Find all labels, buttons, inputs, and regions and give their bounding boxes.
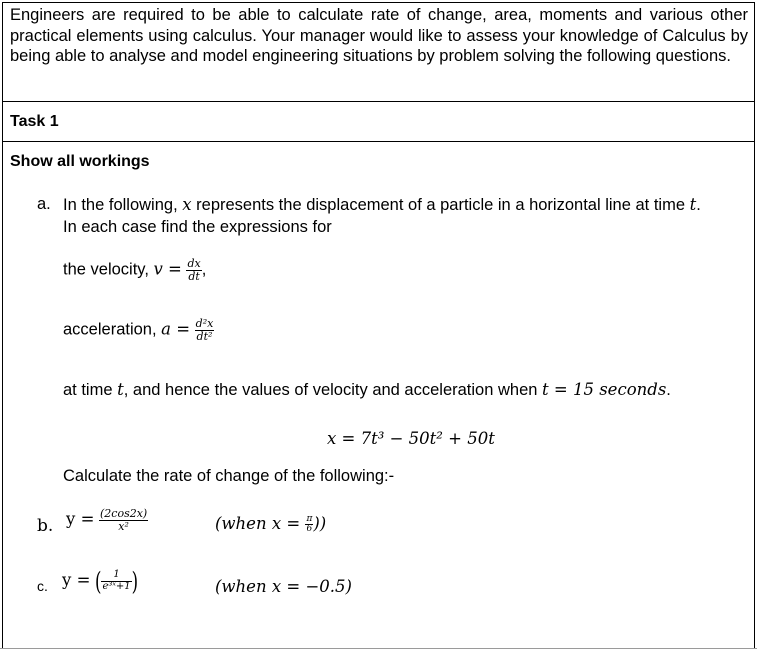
part-c-expression: y = ( $\frac{1}{\text{e³ˣ+1}}$ ) bbox=[62, 566, 139, 596]
part-c-fraction: $\frac{1}{\text{e³ˣ+1}}$ bbox=[102, 569, 131, 592]
intro-paragraph: Engineers are required to be able to calculate rate of change, area, moments and various other practical elements using calculus. Your manager would like to assess your knowledge of Calculus by being able to analyse and model engineering situations by problem solving the following questions. bbox=[10, 6, 748, 65]
part-b-fraction: $\frac{(2\cos 2x)}{\text{x²}}$ bbox=[100, 507, 148, 533]
part-b-condition: (when x = $\frac{\pi}{6}$ )) bbox=[215, 513, 327, 534]
acceleration-expression: acceleration, a = $\frac{\text{d²x}}{\text{dt²}}$ bbox=[63, 317, 214, 343]
velocity-fraction: $\frac{dx}{dt}$ bbox=[187, 257, 201, 283]
task-heading: Task 1 bbox=[10, 113, 59, 130]
part-c-label: c. bbox=[37, 578, 48, 594]
displacement-equation: x = 7t³ − 50t² + 50t bbox=[327, 429, 495, 448]
workings-heading: Show all workings bbox=[10, 153, 150, 170]
part-a-line1: In the following, x represents the displacement of a particle in a horizontal line at time t. bbox=[63, 195, 701, 214]
task-divider bbox=[2, 141, 755, 142]
part-b-expression: y = $\frac{(2\cos 2x)}{\text{x²}}$ bbox=[66, 507, 148, 533]
part-a-line2: In each case find the expressions for bbox=[63, 218, 332, 236]
time-statement: at time t, and hence the values of velocity and acceleration when t = 15 seconds. bbox=[63, 380, 671, 399]
rate-of-change-instruction: Calculate the rate of change of the following:- bbox=[63, 467, 395, 485]
top-border bbox=[2, 2, 755, 3]
velocity-expression: the velocity, v = $\frac{dx}{dt}$ , bbox=[63, 257, 207, 283]
intro-divider bbox=[2, 101, 755, 102]
acceleration-fraction: $\frac{\text{d²x}}{\text{dt²}}$ bbox=[195, 317, 214, 343]
part-b-label: b. bbox=[37, 516, 54, 536]
pi-over-six-fraction: $\frac{\pi}{6}$ bbox=[306, 513, 313, 534]
part-c-condition: (when x = −0.5) bbox=[215, 577, 352, 596]
part-a-label: a. bbox=[37, 195, 51, 213]
